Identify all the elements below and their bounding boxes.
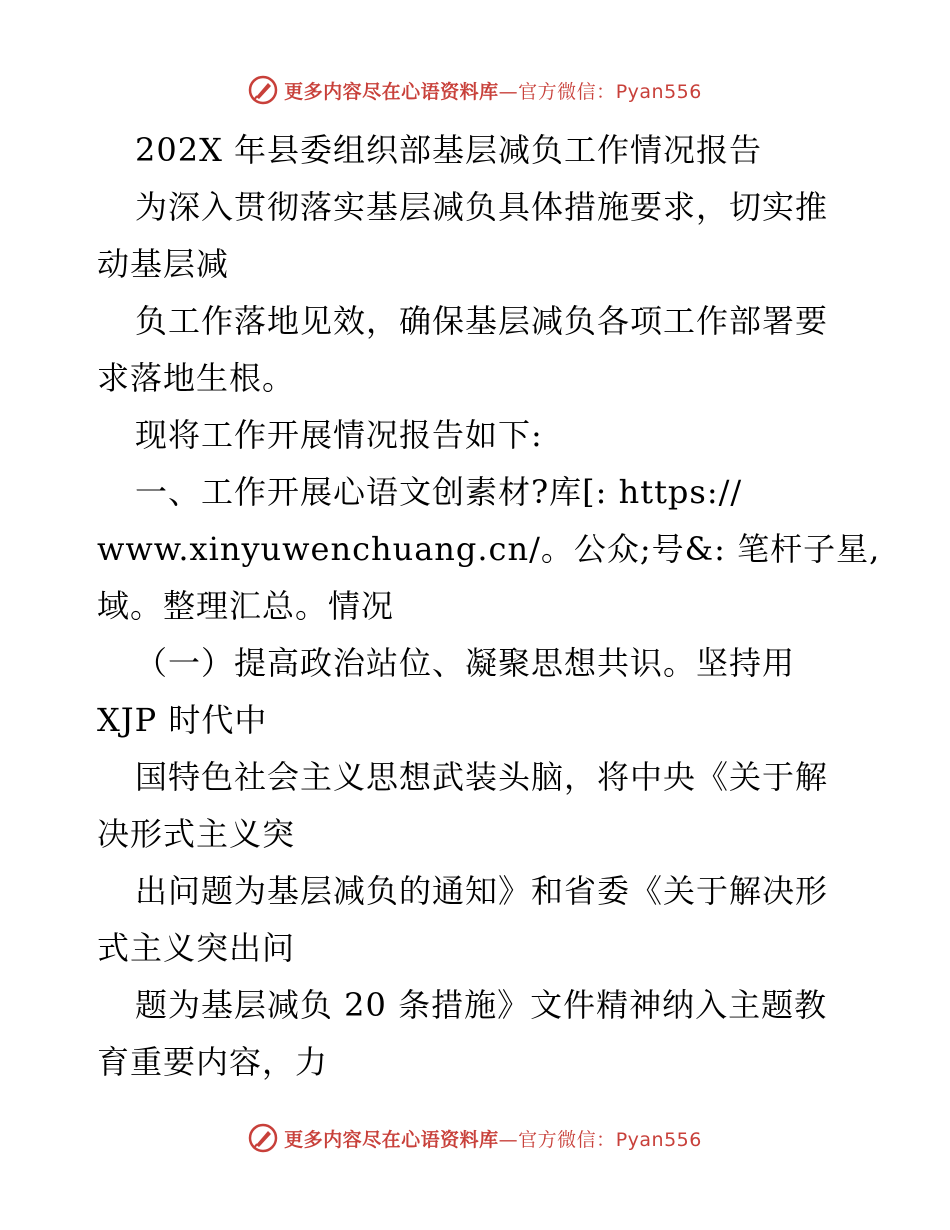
quill-logo-icon [248,75,278,105]
header-brand: 更多内容尽在心语资料库 [284,80,499,103]
footer-banner-text [284,1125,702,1152]
paragraph-line: 现将工作开展情况报告如下: [135,416,543,454]
paragraph-line: 国特色社会主义思想武装头脑，将中央《关于解 [135,758,829,796]
footer-wechat-id: Pyan556 [615,1128,702,1151]
header-banner [0,70,950,110]
paragraph-line: 为深入贯彻落实基层减负具体措施要求，切实推 [135,188,829,226]
section-heading: 一、工作开展心语文创素材?库[: https:// [135,473,743,511]
paragraph-line: 式主义突出问 [97,929,296,967]
quill-logo-icon [248,1123,278,1153]
header-dash: — [498,80,519,103]
paragraph-line: 育重要内容，力 [97,1043,329,1081]
subsection-heading: （一）提高政治站位、凝聚思想共识。坚持用 [135,644,796,682]
paragraph-line: 题为基层减负 20 条措施》文件精神纳入主题教 [135,986,828,1024]
header-wechat-label: 官方微信： [518,80,616,103]
paragraph-line: 决形式主义突 [97,815,296,853]
footer-dash: — [498,1128,519,1151]
document-body [97,122,881,1091]
paragraph-line: 域。整理汇总。情况 [97,587,395,625]
footer-banner [0,1118,950,1158]
paragraph-line: 求落地生根。 [97,359,296,397]
paragraph-line: www.xinyuwenchuang.cn/。公众;号&: 笔杆子星, [97,530,881,568]
document-title: 202X 年县委组织部基层减负工作情况报告 [135,131,763,169]
footer-wechat-label: 官方微信： [518,1128,616,1151]
footer-brand: 更多内容尽在心语资料库 [284,1128,499,1151]
paragraph-line: 动基层减 [97,245,230,283]
paragraph-line: XJP 时代中 [97,701,268,739]
header-wechat-id: Pyan556 [615,80,702,103]
paragraph-line: 负工作落地见效，确保基层减负各项工作部署要 [135,302,829,340]
paragraph-line: 出问题为基层减负的通知》和省委《关于解决形 [135,872,829,910]
header-banner-text [284,77,702,104]
